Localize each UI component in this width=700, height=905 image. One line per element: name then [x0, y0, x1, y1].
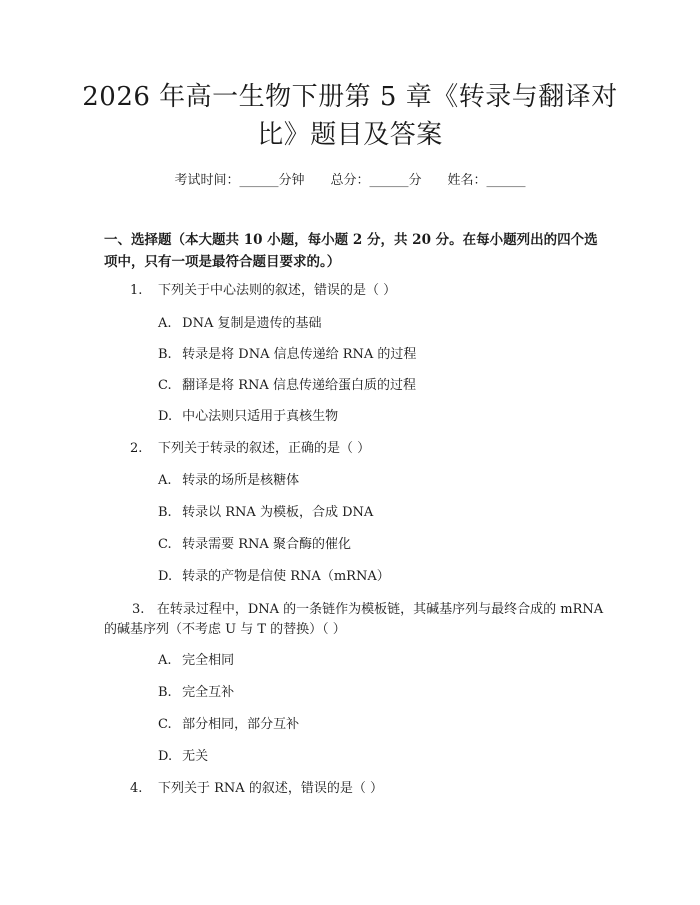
question-number: 4. [130, 781, 143, 796]
page-title [0, 78, 700, 154]
option-text: 转录的场所是核糖体 [182, 473, 300, 488]
option-3d [158, 747, 598, 767]
title-line-1: 2026 年高一生物下册第 5 章《转录与翻译对 [82, 82, 618, 112]
option-text: 中心法则只适用于真核生物 [182, 409, 339, 424]
option-label: D. [158, 409, 173, 424]
title-line-2: 比》题目及答案 [257, 120, 443, 150]
section-heading: 一、选择题（本大题共 10 小题，每小题 2 分，共 20 分。在每小题列出的四个选项中，只有一项是最符合题目要求的。） [104, 232, 598, 270]
option-label: A. [158, 316, 172, 331]
question-number: 2. [130, 441, 143, 456]
option-label: A. [158, 653, 172, 668]
option-text: 无关 [182, 749, 209, 764]
option-2a [158, 471, 598, 491]
option-text: DNA 复制是遗传的基础 [182, 316, 322, 331]
option-label: C. [158, 537, 172, 552]
question-1 [104, 281, 604, 301]
exam-meta [0, 169, 700, 188]
option-label: C. [158, 717, 172, 732]
option-3b [158, 683, 598, 703]
option-text: 转录的产物是信使 RNA（mRNA） [182, 569, 390, 584]
option-text: 完全互补 [182, 685, 235, 700]
question-text: 下列关于 RNA 的叙述，错误的是（ ） [158, 781, 383, 796]
question-4 [104, 779, 604, 799]
exam-score: 总分：______分 [330, 173, 422, 188]
question-number: 1. [130, 283, 143, 298]
option-label: B. [158, 505, 172, 520]
option-label: D. [158, 749, 173, 764]
option-text: 翻译是将 RNA 信息传递给蛋白质的过程 [182, 378, 416, 393]
question-2 [104, 439, 604, 459]
question-text: 下列关于转录的叙述，正确的是（ ） [158, 441, 371, 456]
option-1a [158, 314, 598, 334]
option-3c [158, 715, 598, 735]
option-text: 部分相同，部分互补 [182, 717, 300, 732]
option-2d [158, 567, 598, 587]
option-2b [158, 503, 598, 523]
option-text: 转录是将 DNA 信息传递给 RNA 的过程 [182, 347, 417, 362]
option-label: B. [158, 685, 172, 700]
option-2c [158, 535, 598, 555]
question-3 [104, 600, 604, 640]
option-text: 转录以 RNA 为模板，合成 DNA [182, 505, 374, 520]
option-3a [158, 651, 598, 671]
question-number: 3. [132, 602, 145, 617]
option-1c [158, 376, 598, 396]
question-text: 下列关于中心法则的叙述，错误的是（ ） [158, 283, 397, 298]
question-text: 在转录过程中，DNA 的一条链作为模板链，其碱基序列与最终合成的 mRNA 的碱基序列（不考虑 U 与 T 的替换）（ ） [104, 602, 604, 637]
exam-time: 考试时间：______分钟 [174, 173, 305, 188]
exam-name: 姓名：______ [447, 173, 526, 188]
option-1b [158, 345, 598, 365]
option-label: C. [158, 378, 172, 393]
option-label: B. [158, 347, 172, 362]
option-1d [158, 407, 598, 427]
option-label: D. [158, 569, 173, 584]
option-text: 转录需要 RNA 聚合酶的催化 [182, 537, 351, 552]
option-label: A. [158, 473, 172, 488]
option-text: 完全相同 [182, 653, 235, 668]
